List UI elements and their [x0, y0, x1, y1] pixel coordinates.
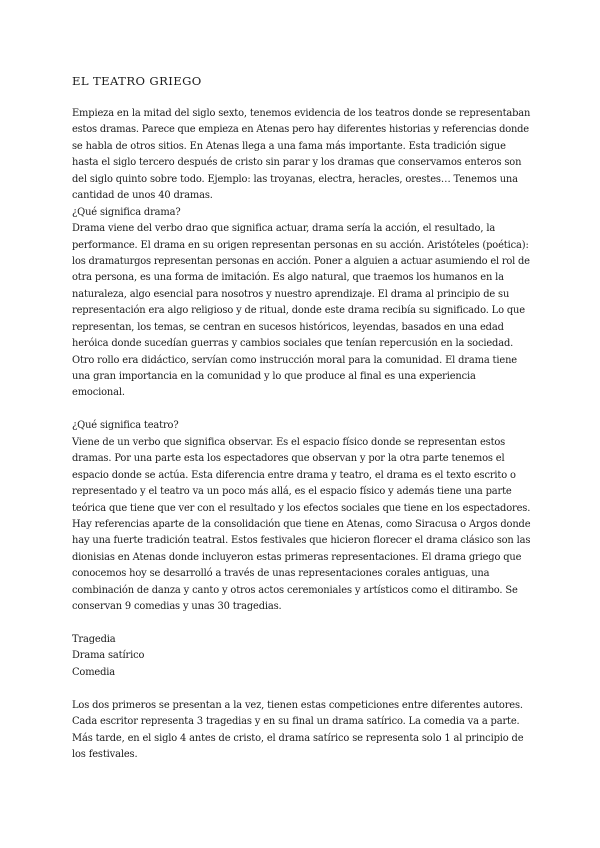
text-line: Más tarde, en el siglo 4 antes de cristo, el drama satírico se representa solo 1 al principio de — [72, 732, 524, 744]
text-line: Hay referencias aparte de la consolidación que tiene en Atenas, como Siracusa o Argos donde — [72, 518, 531, 530]
text-line: representado y el teatro va un poco más allá, es el espacio físico y además tiene una parte — [72, 486, 512, 498]
text-line: espacio donde se actúa. Esta diferencia entre drama y teatro, el drama es el texto escrito o — [72, 469, 516, 481]
text-line: Otro rollo era didáctico, servían como instrucción moral para la comunidad. El drama tiene — [72, 354, 517, 366]
text-line: combinación de danza y canto y otros actos ceremoniales y artísticos como el ditirambo. Se — [72, 584, 518, 596]
text-line: teórica que tiene que ver con el resultado y los efectos sociales que tiene en los espectadores. — [72, 502, 531, 514]
text-line: dramas. Por una parte esta los espectadores que observan y por la otra parte tenemos el — [72, 453, 505, 465]
page-title: EL TEATRO GRIEGO — [72, 74, 202, 88]
text-line: otra persona, es una forma de imitación. Es algo natural, que traemos los humanos en la — [72, 272, 504, 284]
text-line: los festivales. — [72, 749, 138, 761]
drama-paragraph — [72, 221, 530, 402]
text-line: hasta el siglo tercero después de cristo sin parar y los dramas que conservamos enteros son — [72, 157, 522, 169]
paragraph-spacer — [72, 616, 530, 632]
genre-list — [72, 632, 530, 681]
text-line: representación era algo religioso y de ritual, donde este drama recibía su significado. Lo que — [72, 305, 525, 317]
text-line: naturaleza, algo esencial para nosotros y nuestro aprendizaje. El drama al principio de su — [72, 288, 510, 300]
paragraph-spacer — [72, 681, 530, 697]
paragraph-spacer — [72, 402, 530, 418]
closing-paragraph — [72, 698, 530, 764]
text-line: heróica donde sucedían guerras y cambios sociales que tenían repercusión en la sociedad. — [72, 338, 514, 350]
text-line: Cada escritor representa 3 tragedias y en su final un drama satírico. La comedia va a parte. — [72, 716, 520, 728]
text-line: Viene de un verbo que significa observar. Es el espacio físico donde se representan estos — [72, 436, 506, 448]
genre-item: Drama satírico — [72, 650, 145, 662]
text-line: conocemos hoy se desarrolló a través de unas representaciones corales antiguas, una — [72, 568, 490, 580]
text-line: una gran importancia en la comunidad y lo que produce al final es una experiencia — [72, 371, 476, 382]
text-line: Drama viene del verbo drao que significa actuar, drama sería la acción, el resultado, la — [72, 223, 496, 235]
text-line: estos dramas. Parece que empieza en Atenas pero hay diferentes historias y referencias donde — [72, 124, 529, 136]
text-line: cantidad de unos 40 dramas. — [72, 190, 213, 202]
text-line: Empieza en la mitad del siglo sexto, tenemos evidencia de los teatros donde se representaban — [72, 108, 531, 119]
drama-question-heading: ¿Qué significa drama? — [72, 206, 181, 218]
text-line: conservan 9 comedias y unas 30 tragedias. — [72, 601, 282, 613]
text-line: emocional. — [72, 387, 125, 399]
text-line: dionisias en Atenas donde incluyeron estas primeras representaciones. El drama griego que — [72, 551, 522, 563]
intro-paragraph — [72, 106, 530, 205]
text-line: Los dos primeros se presentan a la vez, tienen estas competiciones entre diferentes autores. — [72, 699, 523, 711]
text-line: del siglo quinto sobre todo. Ejemplo: las troyanas, electra, heracles, orestes… Tenemos una — [72, 173, 518, 185]
teatro-paragraph — [72, 435, 530, 616]
genre-item: Tragedia — [72, 634, 116, 645]
text-line: se habla de otros sitios. En Atenas llega a una fama más importante. Esta tradición sigue — [72, 140, 506, 152]
text-line: performance. El drama en su origen representan personas en su acción. Aristóteles (poética): — [72, 239, 529, 251]
text-line: los dramaturgos representan personas en acción. Poner a alguien a actuar asumiendo el rol de — [72, 255, 530, 267]
document-body — [72, 106, 530, 764]
genre-item: Comedia — [72, 666, 116, 678]
teatro-question-heading: ¿Qué significa teatro? — [72, 420, 179, 432]
text-line: representan, los temas, se centran en sucesos históricos, leyendas, basados en una edad — [72, 321, 504, 333]
text-line: hay una fuerte tradición teatral. Estos festivales que hicieron florecer el drama clásico son las — [72, 535, 531, 547]
